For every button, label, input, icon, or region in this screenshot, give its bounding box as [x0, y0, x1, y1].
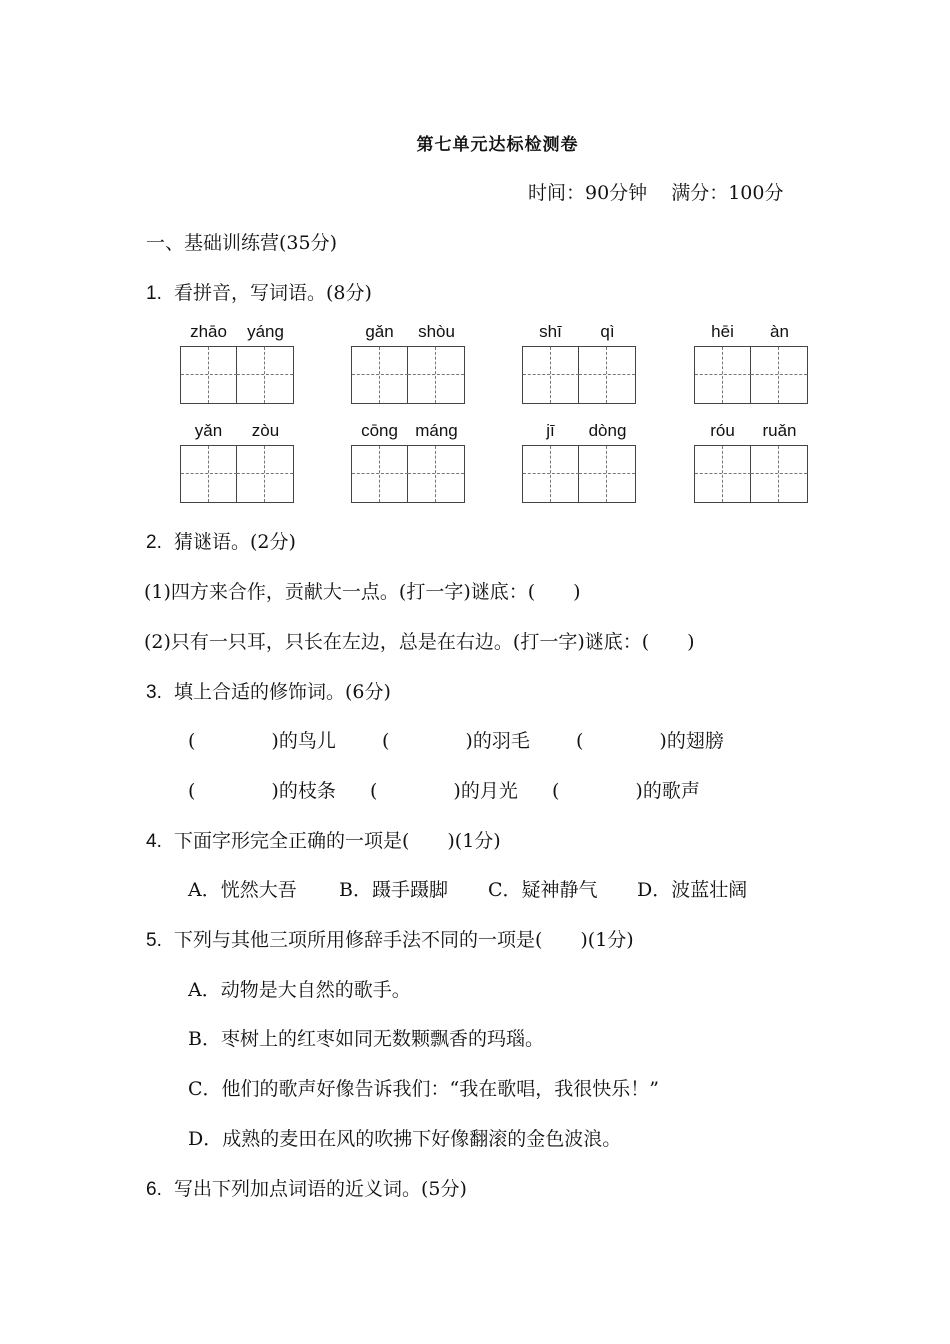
question-number: 4. [146, 831, 162, 852]
writing-cell[interactable] [237, 347, 293, 403]
writing-cell[interactable] [237, 446, 293, 502]
question-text: 猜谜语。(2分) [173, 531, 296, 553]
writing-cell[interactable] [523, 347, 579, 403]
writing-cell[interactable] [181, 347, 237, 403]
exam-meta [528, 178, 783, 205]
option-b[interactable]: B．枣树上的红枣如同无数颗飘香的玛瑙。 [188, 1028, 544, 1050]
question-number: 3. [146, 682, 162, 703]
pinyin-syllable: dòng [588, 421, 627, 440]
pinyin-syllable: qì [600, 322, 615, 341]
option-b[interactable]: B．蹑手蹑脚 [339, 879, 448, 901]
question-2 [146, 527, 296, 554]
page-title: 第七单元达标检测卷 [416, 135, 579, 155]
writing-grid[interactable] [522, 445, 636, 503]
question-text: 填上合适的修饰词。(6分) [173, 681, 391, 703]
question-number: 2. [146, 532, 162, 553]
question-number: 1. [146, 283, 162, 304]
modifier-blank[interactable]: ( )的歌声 [552, 780, 700, 802]
question-4 [146, 826, 501, 853]
modifier-blank[interactable]: ( )的羽毛 [382, 730, 530, 752]
modifier-blank[interactable]: ( )的鸟儿 [188, 730, 336, 752]
riddle-1: (1)四方来合作，贡献大一点。(打一字)谜底：( ) [144, 581, 581, 603]
question-3 [146, 677, 391, 704]
pinyin-syllable: jī [546, 421, 555, 440]
writing-grid[interactable] [694, 445, 808, 503]
writing-cell[interactable] [751, 446, 807, 502]
writing-grid[interactable] [351, 346, 465, 404]
writing-cell[interactable] [579, 347, 635, 403]
section-heading: 一、基础训练营(35分) [146, 232, 338, 254]
pinyin-syllable: shī [539, 322, 562, 341]
question-text: 看拼音，写词语。(8分) [173, 282, 372, 304]
question-1 [146, 278, 372, 305]
pinyin-syllable: zòu [251, 421, 280, 440]
question-number: 5. [146, 930, 162, 951]
writing-cell[interactable] [408, 446, 464, 502]
pinyin-syllable: róu [710, 421, 735, 440]
riddle-2: (2)只有一只耳，只长在左边，总是在右边。(打一字)谜底：( ) [144, 631, 695, 653]
option-d[interactable]: D．波蓝壮阔 [637, 879, 748, 901]
pinyin-syllable: yáng [247, 322, 284, 341]
writing-grid[interactable] [180, 346, 294, 404]
writing-cell[interactable] [579, 446, 635, 502]
pinyin-syllable: àn [770, 322, 789, 341]
question-number: 6. [146, 1179, 162, 1200]
writing-grid[interactable] [694, 346, 808, 404]
writing-cell[interactable] [408, 347, 464, 403]
writing-cell[interactable] [751, 347, 807, 403]
modifier-blank[interactable]: ( )的枝条 [188, 780, 336, 802]
writing-grid[interactable] [180, 445, 294, 503]
pinyin-syllable: yǎn [194, 421, 223, 440]
question-text: 下面字形完全正确的一项是( )(1分) [173, 830, 501, 852]
pinyin-syllable: shòu [418, 322, 455, 341]
option-a[interactable]: A．恍然大吾 [188, 879, 297, 901]
time-limit: 时间：90分钟 [528, 182, 648, 204]
writing-cell[interactable] [523, 446, 579, 502]
option-c[interactable]: C．他们的歌声好像告诉我们：“我在歌唱，我很快乐！” [188, 1078, 659, 1100]
writing-cell[interactable] [695, 446, 751, 502]
modifier-blank[interactable]: ( )的翅膀 [576, 730, 724, 752]
writing-grid[interactable] [522, 346, 636, 404]
question-text: 写出下列加点词语的近义词。(5分) [173, 1178, 467, 1200]
pinyin-syllable: ruǎn [762, 421, 797, 440]
pinyin-syllable: gǎn [365, 322, 394, 341]
question-6 [146, 1174, 467, 1201]
writing-cell[interactable] [181, 446, 237, 502]
option-a[interactable]: A．动物是大自然的歌手。 [188, 979, 411, 1001]
writing-cell[interactable] [352, 446, 408, 502]
pinyin-syllable: máng [415, 421, 458, 440]
writing-cell[interactable] [695, 347, 751, 403]
full-score: 满分：100分 [671, 182, 784, 204]
question-5 [146, 925, 634, 952]
option-d[interactable]: D．成熟的麦田在风的吹拂下好像翻滚的金色波浪。 [188, 1128, 622, 1150]
writing-grid[interactable] [351, 445, 465, 503]
modifier-blank[interactable]: ( )的月光 [370, 780, 518, 802]
pinyin-syllable: zhāo [190, 322, 227, 341]
pinyin-syllable: hēi [711, 322, 734, 341]
pinyin-syllable: cōng [361, 421, 398, 440]
option-c[interactable]: C．疑神静气 [488, 879, 598, 901]
question-text: 下列与其他三项所用修辞手法不同的一项是( )(1分) [173, 929, 634, 951]
writing-cell[interactable] [352, 347, 408, 403]
